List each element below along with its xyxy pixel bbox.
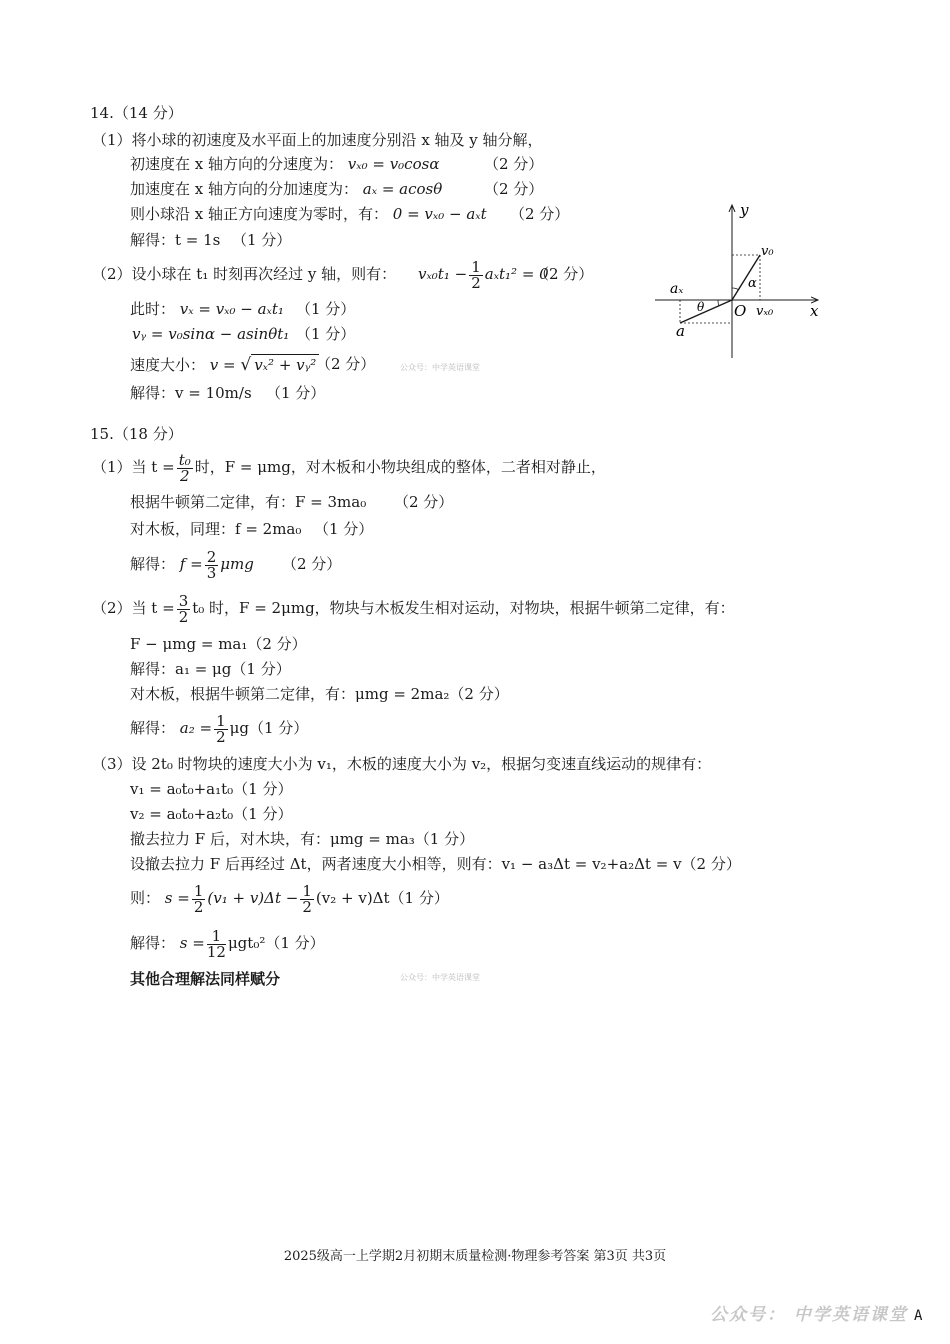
q15-part3-line6-fraction bbox=[206, 926, 226, 961]
q14-part2-intro: （2）设小球在 t₁ 时刻再次经过 y 轴，则有： bbox=[92, 265, 397, 283]
watermark-small-1: 公众号：中学英语课堂 bbox=[400, 363, 480, 372]
fraction-numerator: 1 bbox=[193, 881, 204, 900]
q14-part1-line3-score: （2 分） bbox=[510, 205, 570, 223]
q15-part1-line1: 根据牛顿第二定律，有：F = 3ma₀ bbox=[130, 493, 367, 511]
label-ax: aₓ bbox=[670, 281, 684, 297]
alpha-arc bbox=[732, 288, 739, 290]
watermark-large: 公众号： 中学英语课堂 bbox=[710, 1305, 908, 1325]
q14-part1-line4-score: （1 分） bbox=[232, 231, 292, 249]
q15-part1-line2-score: （1 分） bbox=[314, 520, 374, 538]
fraction-denominator: 2 bbox=[179, 466, 190, 485]
fraction-denominator: 2 bbox=[216, 727, 226, 746]
q15-part3-line5-c: (v₁ + v)Δt − bbox=[207, 889, 299, 907]
q15-part2-intro-b: t₀ 时，F = 2μmg，物块与木板发生相对运动，对物块，根据牛顿第二定律，有： bbox=[192, 599, 735, 617]
q14-part1-line1-text: 初速度在 x 轴方向的分速度为： bbox=[130, 155, 343, 173]
q14-part2-intro-score: （2 分） bbox=[534, 265, 594, 283]
q15-part3-line5-fraction2 bbox=[300, 881, 314, 916]
q14-part1-line1 bbox=[130, 154, 439, 174]
q15-part2-line4-fraction bbox=[214, 711, 228, 746]
q15-part2-intro-a: （2）当 t = bbox=[92, 599, 175, 617]
q14-part1-line3-text: 则小球沿 x 轴正方向速度为零时，有： bbox=[130, 205, 388, 223]
q14-part2-line3: 速度大小： v = √ vₓ² + vᵧ² bbox=[130, 354, 319, 375]
q14-part2-line4: 解得：v = 10m/s bbox=[130, 384, 252, 402]
label-x: x bbox=[810, 302, 819, 320]
q14-heading: 14.（14 分） bbox=[90, 104, 183, 122]
page-footer: 2025级高一上学期2月初期末质量检测·物理参考答案 第3页 共3页 bbox=[283, 1249, 667, 1264]
q15-part1-intro-a: （1）当 t = bbox=[92, 458, 175, 476]
fraction-numerator: t₀ bbox=[178, 450, 191, 469]
q14-part2-line1-text: 此时： bbox=[130, 300, 176, 318]
q15-heading: 15.（18 分） bbox=[90, 425, 183, 443]
q14-part2-line2-score: （1 分） bbox=[296, 325, 356, 343]
q15-part3-line1: v₁ = a₀t₀+a₁t₀（1 分） bbox=[130, 780, 293, 798]
q14-part2-line4-score: （1 分） bbox=[266, 384, 326, 402]
velocity-decomposition-diagram bbox=[650, 195, 830, 370]
q15-part3-line5-fraction1 bbox=[192, 881, 206, 916]
q14-part1-line2-equation: aₓ = acosθ bbox=[362, 180, 443, 198]
q14-part1-line3 bbox=[130, 204, 487, 224]
q15-part3-line5 bbox=[130, 880, 449, 916]
q15-part2-line4 bbox=[130, 710, 308, 746]
q14-part2-equation-left: vₓ₀t₁ − bbox=[418, 265, 468, 283]
label-v0: v₀ bbox=[761, 244, 774, 259]
fraction-numerator: 1 bbox=[207, 929, 226, 945]
fraction-numerator: 3 bbox=[178, 591, 189, 610]
q14-part2-line3-equation-left: v = bbox=[209, 356, 236, 374]
q15-part3-line6-b: s = bbox=[179, 934, 205, 952]
label-y: y bbox=[740, 201, 749, 219]
q15-part2-line2: 解得：a₁ = μg（1 分） bbox=[130, 660, 291, 678]
q15-part1-line2: 对木板，同理：f = 2ma₀ bbox=[130, 520, 302, 538]
q15-part3-line6-c: μgt₀²（1 分） bbox=[227, 934, 325, 952]
q14-part2-line3-radicand: vₓ² + vᵧ² bbox=[251, 354, 319, 375]
q15-part3-intro: （3）设 2t₀ 时物块的速度大小为 v₁，木板的速度大小为 v₂，根据匀变速直线运动的规律有： bbox=[92, 755, 712, 773]
q15-part2-line3: 对木板，根据牛顿第二定律，有：μmg = 2ma₂（2 分） bbox=[130, 685, 509, 703]
grading-note: 其他合理解法同样赋分 bbox=[130, 970, 281, 988]
q15-part3-line4: 设撤去拉力 F 后再经过 Δt，两者速度大小相等，则有：v₁ − a₃Δt = v₂+a₂Δt = v（2 分） bbox=[130, 855, 741, 873]
label-theta: θ bbox=[697, 300, 705, 314]
q15-part1-line3-fraction bbox=[205, 547, 219, 582]
q15-part1-line3-a: 解得： bbox=[130, 555, 176, 573]
q15-part3-line6 bbox=[130, 925, 325, 961]
q14-part2-line1 bbox=[130, 299, 284, 319]
q15-part3-line5-b: s = bbox=[164, 889, 190, 907]
q15-part1-fraction bbox=[177, 450, 193, 485]
label-a: a bbox=[676, 322, 685, 340]
q15-part3-line5-a: 则： bbox=[130, 889, 161, 907]
q14-part2-line1-equation: vₓ = vₓ₀ − aₓt₁ bbox=[179, 300, 284, 318]
q15-part1-line3-score: （2 分） bbox=[282, 555, 342, 573]
q14-part2-line1-score: （1 分） bbox=[296, 300, 356, 318]
q14-part1-line3-equation: 0 = vₓ₀ − aₓt bbox=[392, 205, 487, 223]
fraction-numerator: 1 bbox=[471, 257, 481, 276]
q15-part1-line3-b: f = bbox=[179, 555, 203, 573]
label-vx0: vₓ₀ bbox=[756, 304, 774, 319]
q15-part3-line2: v₂ = a₀t₀+a₂t₀（1 分） bbox=[130, 805, 293, 823]
q15-part1-intro bbox=[92, 449, 606, 485]
watermark-small-2: 公众号：中学英语课堂 bbox=[400, 973, 480, 982]
corner-mark: A bbox=[914, 1308, 923, 1324]
fraction-denominator: 2 bbox=[302, 897, 312, 916]
q14-part1-line4: 解得：t = 1s bbox=[130, 231, 221, 249]
fraction-denominator: 3 bbox=[206, 563, 217, 582]
q15-part3-line5-d: (v₂ + v)Δt（1 分） bbox=[315, 889, 449, 907]
q14-part1-line2-score: （2 分） bbox=[484, 180, 544, 198]
fraction-denominator: 2 bbox=[193, 897, 204, 916]
q15-part1-intro-b: 时，F = μmg，对木板和小物块组成的整体，二者相对静止， bbox=[194, 458, 606, 476]
q14-part1-line1-score: （2 分） bbox=[484, 155, 544, 173]
q15-part3-line3: 撤去拉力 F 后，对木块，有：μmg = ma₃（1 分） bbox=[130, 830, 475, 848]
fraction-denominator: 12 bbox=[206, 942, 226, 961]
theta-arc bbox=[718, 300, 719, 306]
q14-part2-line2 bbox=[132, 324, 289, 344]
q14-part1-line2 bbox=[130, 179, 442, 199]
q14-part2-equation bbox=[418, 257, 549, 291]
q15-part2-line4-c: μg（1 分） bbox=[229, 719, 309, 737]
q15-part2-intro bbox=[92, 590, 735, 626]
q14-part1-line1-equation: vₓ₀ = v₀cosα bbox=[347, 155, 440, 173]
fraction-denominator: 2 bbox=[471, 273, 481, 292]
q14-part2-line2-equation: vᵧ = v₀sinα − asinθt₁ bbox=[132, 325, 290, 343]
fraction-denominator: 2 bbox=[178, 607, 189, 626]
q14-part2-equation-right: aₓt₁² = 0 bbox=[484, 265, 549, 283]
label-alpha: α bbox=[748, 276, 757, 291]
q15-part2-fraction bbox=[177, 591, 191, 626]
a-vector bbox=[680, 300, 732, 323]
q14-part2-fraction bbox=[469, 257, 483, 292]
fraction-numerator: 1 bbox=[216, 711, 226, 730]
q15-part2-line1: F − μmg = ma₁（2 分） bbox=[130, 635, 307, 653]
q15-part3-line6-a: 解得： bbox=[130, 934, 176, 952]
q14-part2-line3-score: （2 分） bbox=[316, 355, 376, 373]
q14-part2-line3-text: 速度大小： bbox=[130, 356, 206, 374]
q15-part2-line4-a: 解得： bbox=[130, 719, 176, 737]
q15-part1-line3-c: μmg bbox=[220, 555, 254, 573]
q14-part1-intro: （1）将小球的初速度及水平面上的加速度分别沿 x 轴及 y 轴分解， bbox=[92, 131, 543, 149]
fraction-numerator: 1 bbox=[302, 881, 312, 900]
q15-part1-line3 bbox=[130, 546, 254, 582]
q15-part2-line4-b: a₂ = bbox=[179, 719, 213, 737]
fraction-numerator: 2 bbox=[206, 547, 217, 566]
q15-part1-line1-score: （2 分） bbox=[394, 493, 454, 511]
q14-part1-line2-text: 加速度在 x 轴方向的分加速度为： bbox=[130, 180, 358, 198]
label-origin: O bbox=[734, 302, 747, 320]
